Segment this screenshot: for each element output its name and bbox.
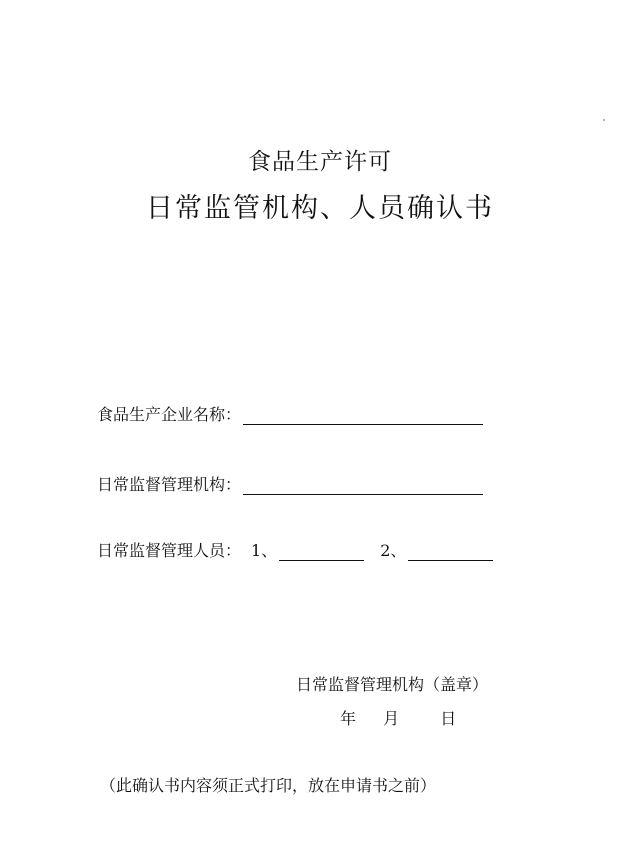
supervision-agency-blank — [243, 476, 483, 495]
enterprise-name-blank — [243, 406, 483, 425]
staff-1-blank — [279, 542, 364, 561]
year-label: 年 — [340, 709, 357, 728]
footnote: （此确认书内容须正式打印，放在申请书之前） — [100, 776, 437, 795]
date-line — [340, 706, 456, 729]
document-title-line-1: 食品生产许可 — [248, 149, 392, 175]
day-label: 日 — [440, 709, 457, 728]
supervision-staff-label: 日常监督管理人员： — [97, 541, 242, 560]
staff-1-number: 1、 — [251, 541, 278, 560]
scan-speck — [603, 119, 605, 121]
staff-2-number: 2、 — [380, 541, 407, 560]
enterprise-name-row — [97, 402, 483, 425]
supervision-staff-row — [97, 538, 493, 561]
document-title-line-2: 日常监管机构、人员确认书 — [146, 193, 494, 224]
supervision-agency-label: 日常监督管理机构： — [97, 475, 242, 494]
staff-2-blank — [408, 542, 493, 561]
supervision-agency-row — [97, 472, 483, 495]
month-label: 月 — [383, 709, 400, 728]
enterprise-name-label: 食品生产企业名称： — [97, 405, 242, 424]
seal-label: 日常监督管理机构（盖章） — [296, 675, 489, 694]
